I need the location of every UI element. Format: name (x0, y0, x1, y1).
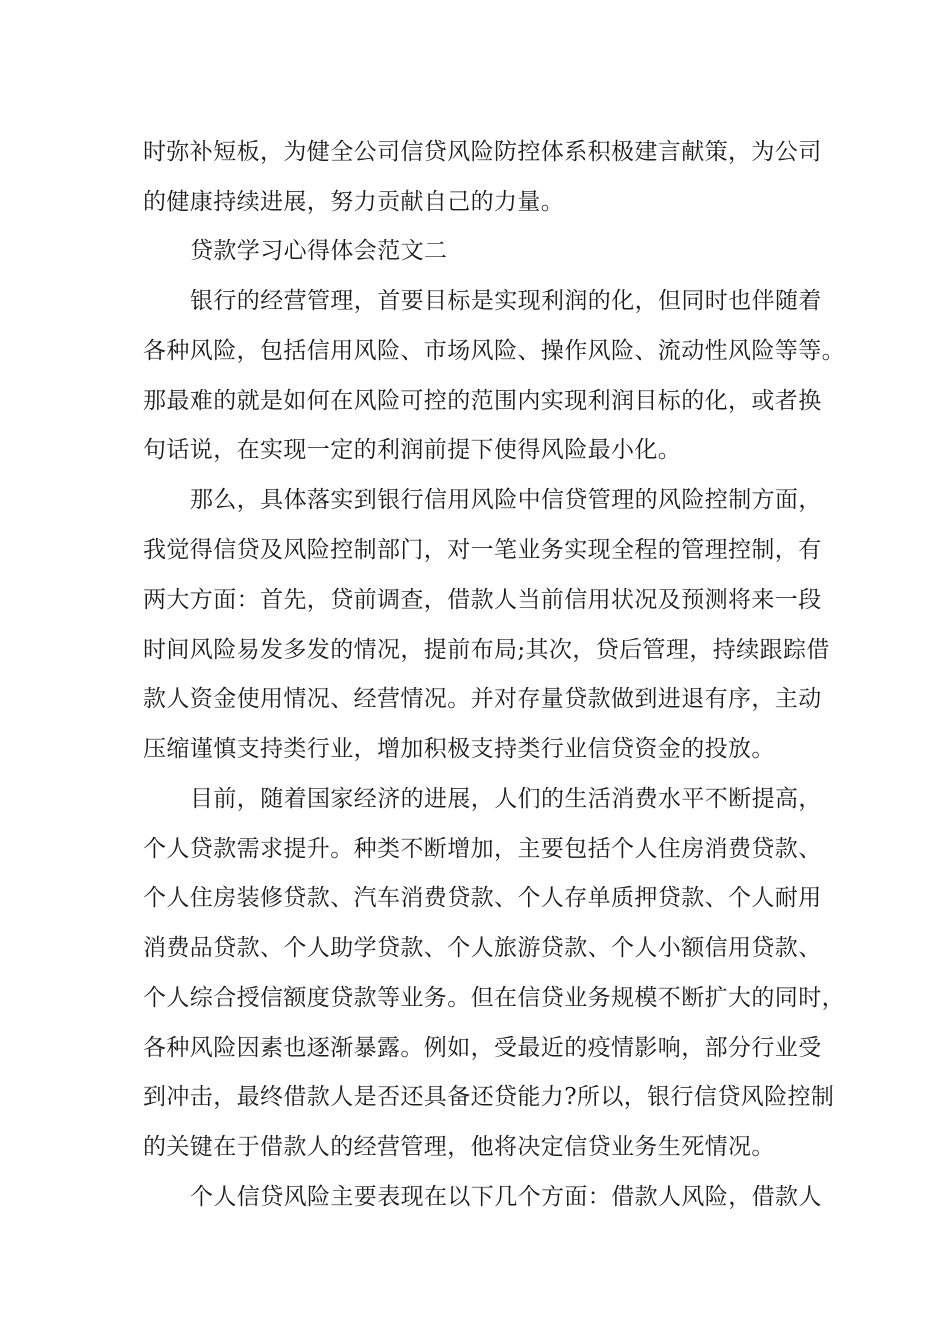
section-heading: 贷款学习心得体会范文二 (190, 238, 448, 264)
text-line: 各种风险，包括信用风险、市场风险、操作风险、流动性风险等等。 (143, 338, 845, 364)
text-line: 那最难的就是如何在风险可控的范围内实现利润目标的化，或者换 (143, 388, 822, 414)
text-line: 压缩谨慎支持类行业，增加积极支持类行业信贷资金的投放。 (143, 736, 775, 762)
text-line: 目前，随着国家经济的进展，人们的生活消费水平不断提高， (190, 786, 822, 812)
text-line: 个人贷款需求提升。种类不断增加，主要包括个人住房消费贷款、 (143, 836, 822, 862)
text-line: 个人信贷风险主要表现在以下几个方面：借款人风险，借款人 (190, 1184, 822, 1210)
text-line: 各种风险因素也逐渐暴露。例如，受最近的疫情影响，部分行业受 (143, 1035, 822, 1061)
text-line: 我觉得信贷及风险控制部门，对一笔业务实现全程的管理控制，有 (143, 537, 822, 563)
text-line: 消费品贷款、个人助学贷款、个人旅游贷款、个人小额信用贷款、 (143, 935, 822, 961)
text-line: 时间风险易发多发的情况，提前布局;其次，贷后管理，持续跟踪借 (143, 637, 830, 663)
text-line: 到冲击，最终借款人是否还具备还贷能力?所以，银行信贷风险控制 (143, 1084, 835, 1110)
text-line: 那么，具体落实到银行信用风险中信贷管理的风险控制方面， (190, 487, 822, 513)
text-line: 个人住房装修贷款、汽车消费贷款、个人存单质押贷款、个人耐用 (143, 885, 822, 911)
text-line: 两大方面：首先，贷前调查，借款人当前信用状况及预测将来一段 (143, 587, 822, 613)
text-line: 款人资金使用情况、经营情况。并对存量贷款做到进退有序，主动 (143, 686, 822, 712)
text-line: 银行的经营管理，首要目标是实现利润的化，但同时也伴随着 (190, 288, 822, 314)
text-line: 句话说，在实现一定的利润前提下使得风险最小化。 (143, 437, 682, 463)
text-line: 个人综合授信额度贷款等业务。但在信贷业务规模不断扩大的同时， (143, 985, 845, 1011)
text-line: 时弥补短板，为健全公司信贷风险防控体系积极建言献策，为公司 (143, 139, 822, 165)
text-line: 的关键在于借款人的经营管理，他将决定信贷业务生死情况。 (143, 1134, 775, 1160)
text-line: 的健康持续进展，努力贡献自己的力量。 (143, 189, 565, 215)
